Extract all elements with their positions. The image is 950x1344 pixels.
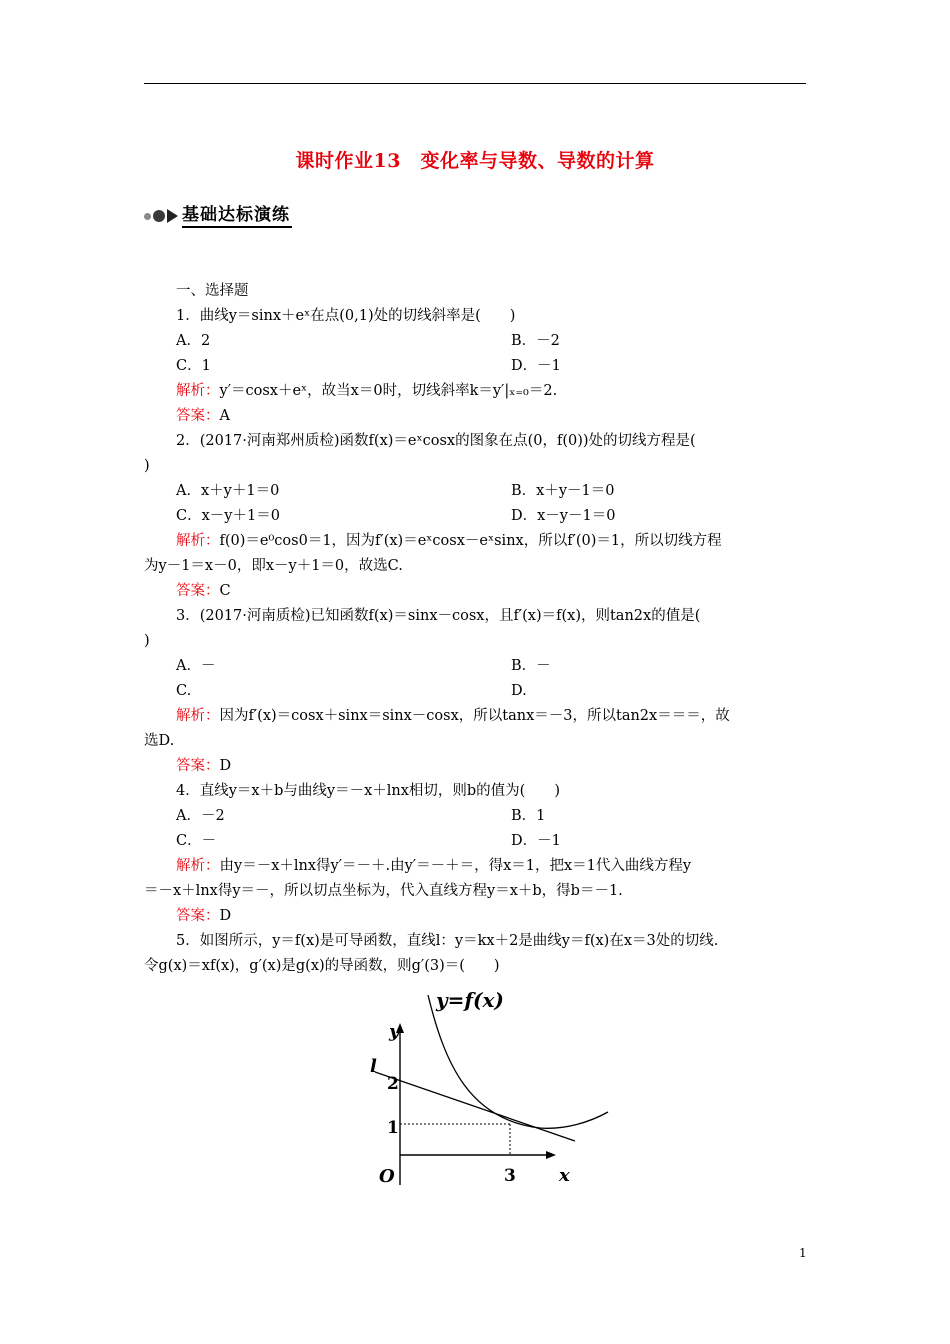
banner-dot-large-icon [153, 210, 165, 222]
text-line [176, 281, 249, 301]
page-title: 课时作业13 变化率与导数、导数的计算 [295, 150, 655, 172]
curve-f [428, 995, 608, 1128]
text-line-content: C．x－y＋1＝0 [176, 508, 280, 524]
text-line [176, 906, 231, 926]
text-line [144, 556, 403, 576]
text-line-content: B．－ [511, 658, 551, 674]
text-line-content: 1．曲线y＝sinx＋eˣ在点(0,1)处的切线斜率是( ) [176, 308, 516, 324]
text-line [511, 681, 527, 701]
text-line [511, 506, 615, 526]
text-line-content: 4．直线y＝x＋b与曲线y＝－x＋lnx相切，则b的值为( ) [176, 783, 560, 799]
text-line-content: C. [176, 683, 192, 699]
text-line-content: 令g(x)＝xf(x)，g′(x)是g(x)的导函数，则g′(3)＝( ) [144, 958, 500, 974]
x-tick-3: 3 [504, 1166, 516, 1186]
x-axis-arrow-icon [546, 1151, 556, 1159]
text-line [176, 506, 280, 526]
y-tick-2: 2 [387, 1074, 399, 1094]
text-line [144, 731, 174, 751]
origin-label: O [379, 1166, 395, 1187]
text-line [176, 531, 722, 551]
text-line [144, 956, 500, 976]
text-line-content: D. [511, 683, 527, 699]
text-line-content: A．x＋y＋1＝0 [176, 483, 280, 499]
text-line-content: 2．(2017·河南郑州质检)函数f(x)＝eˣcosx的图象在点(0，f(0))处的切线方程是( [176, 433, 696, 449]
text-line [176, 481, 279, 501]
text-line-content: D．x－y－1＝0 [511, 508, 616, 524]
solution-label: 解析： [176, 383, 220, 399]
text-line-content: A．2 [176, 333, 211, 349]
y-axis-label: y [389, 1021, 400, 1042]
text-line [511, 831, 561, 851]
text-line [144, 631, 150, 651]
text-line [176, 931, 718, 951]
text-line-content: C．1 [176, 358, 211, 374]
page-number: 1 [799, 1246, 807, 1260]
text-line-content: 选D. [144, 733, 175, 749]
text-line [176, 356, 211, 376]
text-line-content: 3．(2017·河南质检)已知函数f(x)＝sinx－cosx，且f′(x)＝f(x)，则tan2x的值是( [176, 608, 701, 624]
text-line [144, 456, 150, 476]
text-line [176, 831, 216, 851]
banner-arrow-icon [167, 209, 178, 223]
text-line-content: f(0)＝e⁰cos0＝1，因为f′(x)＝eˣcosx－eˣsinx，所以f′(0)＝1，所以切线方程 [219, 533, 722, 549]
solution-label: 解析： [176, 858, 220, 874]
text-line-content: y′＝cosx＋eˣ，故当x＝0时，切线斜率k＝y′|ₓ₌₀＝2. [219, 383, 558, 399]
text-line [176, 681, 191, 701]
text-line-content: A [219, 408, 230, 424]
solution-label: 解析： [176, 533, 220, 549]
text-line [176, 756, 231, 776]
text-line-content: C [219, 583, 231, 599]
section-banner-label: 基础达标演练 [182, 204, 292, 228]
solution-label: 答案： [176, 583, 220, 599]
text-line [511, 656, 551, 676]
solution-label: 解析： [176, 708, 220, 724]
text-line-content: B．x＋y－1＝0 [511, 483, 615, 499]
curve-label: y=f(x) [436, 990, 504, 1012]
text-line [511, 356, 561, 376]
line-label: l [370, 1056, 377, 1077]
text-line [176, 381, 557, 401]
banner-dot-small-icon [144, 213, 151, 220]
text-line-content: 由y＝－x＋lnx得y′＝－＋.由y′＝－＋＝，得x＝1，把x＝1代入曲线方程y [219, 858, 692, 874]
text-line [176, 431, 696, 451]
y-tick-1: 1 [387, 1118, 399, 1138]
text-line-content: D．－1 [511, 358, 561, 374]
text-line [176, 706, 730, 726]
text-line [176, 806, 225, 826]
text-line [511, 331, 560, 351]
text-line-content: B．1 [511, 808, 546, 824]
text-line-content: 5．如图所示，y＝f(x)是可导函数，直线l：y＝kx＋2是曲线y＝f(x)在x＝3处的切线. [176, 933, 719, 949]
problem-5-figure [360, 990, 620, 1190]
text-line-content: 为y－1＝x－0，即x－y＋1＝0，故选C. [144, 558, 403, 574]
text-line-content: ) [144, 458, 150, 474]
text-line [511, 806, 545, 826]
text-line [176, 331, 210, 351]
text-line-content: ) [144, 633, 150, 649]
text-line-content: A．－2 [176, 808, 225, 824]
text-line [176, 406, 230, 426]
text-line-content: B．－2 [511, 333, 560, 349]
text-line [176, 856, 691, 876]
solution-label: 答案： [176, 908, 220, 924]
text-line [511, 481, 614, 501]
tangent-line-l [375, 1072, 575, 1141]
text-line-content: 一、选择题 [176, 283, 249, 299]
text-line-content: 因为f′(x)＝cosx＋sinx＝sinx－cosx，所以tanx＝－3，所以tan2x＝＝＝，故 [219, 708, 730, 724]
solution-label: 答案： [176, 408, 220, 424]
text-line [176, 306, 515, 326]
text-line-content: D [219, 758, 232, 774]
text-line-content: D [219, 908, 232, 924]
x-axis-label: x [559, 1165, 570, 1186]
text-line [176, 656, 215, 676]
header-rule [144, 83, 806, 84]
text-line-content: C．－ [176, 833, 217, 849]
text-line [144, 881, 623, 901]
text-line-content: D．－1 [511, 833, 561, 849]
text-line [176, 581, 231, 601]
text-line [176, 606, 700, 626]
text-line-content: ＝－x＋lnx得y＝－，所以切点坐标为，代入直线方程y＝x＋b，得b＝－1. [144, 883, 623, 899]
text-line [176, 781, 560, 801]
solution-label: 答案： [176, 758, 220, 774]
section-banner [144, 203, 292, 229]
text-line-content: A．－ [176, 658, 216, 674]
